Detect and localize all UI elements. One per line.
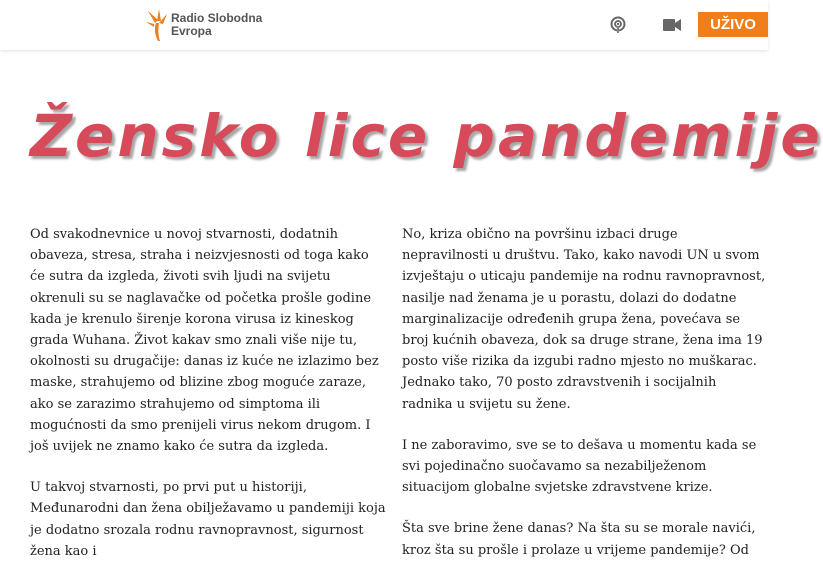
paragraph: Šta sve brine žene danas? Na šta su se morale navići, kroz šta su prošle i prolaze u vrijeme pandemije? Od (402, 521, 756, 558)
paragraph: No, kriza obično na površinu izbaci druge nepravilnosti u društvu. Tako, kako navodi UN u svom izvještaju o uticaju pandemije na rodnu ravnopravnost, nasilje nad ženama je u porastu, dolazi do dodatne marginalizacije određenih grupa žena, povećava se broj kućnih obaveza, dok sa druge strane, žena ima 19 posto više rizika da izgubi radno mjesto no muškarac. Jednako tako, 70 posto zdravstvenih i socijalnih radnika u svijetu su žene. (402, 227, 766, 412)
video-camera-icon[interactable] (663, 18, 681, 32)
live-button[interactable]: UŽIVO (698, 12, 768, 37)
site-logo[interactable] (146, 9, 271, 41)
logo-line-1: Radio Slobodna (171, 11, 263, 25)
logo-line-2: Evropa (171, 24, 212, 38)
podcast-icon[interactable] (609, 16, 627, 34)
paragraph: U takvoj stvarnosti, po prvi put u historiji, Međunarodni dan žena obilježavamo u pandemiji koja je dodatno srozala rodnu ravnopravnost, sigurnost žena kao i (30, 480, 386, 559)
paragraph: I ne zaboravimo, sve se to dešava u momentu kada se svi pojedinačno suočavamo sa nezabilježenom situacijom globalne svjetske zdravstvene krize. (402, 437, 757, 496)
site-header (0, 0, 768, 50)
article-title: Žensko lice pandemije (30, 102, 823, 170)
logo-text (171, 12, 271, 38)
article-column-right (402, 224, 766, 581)
rfe-logo-icon (146, 9, 168, 41)
paragraph: Od svakodnevnice u novoj stvarnosti, dodatnih obaveza, stresa, straha i neizvjesnosti od toga kako će sutra da izgleda, životi svih ljudi na svijetu okrenuli su se naglavačke od početka prošle godine kada je krenulo širenje korona virusa iz kineskog grada Wuhana. Život kakav smo znali više nije tu, okolnosti su drugačije: danas iz kuće ne izlazimo bez maske, strahujemo od blizine zbog moguće zaraze, ako se zarazimo strahujemo od simptoma ili mogućnosti da smo prenijeli virus nekom drugom. I još uvijek ne znamo kako će sutra da izgleda. (30, 227, 379, 455)
article-column-left (30, 224, 386, 582)
